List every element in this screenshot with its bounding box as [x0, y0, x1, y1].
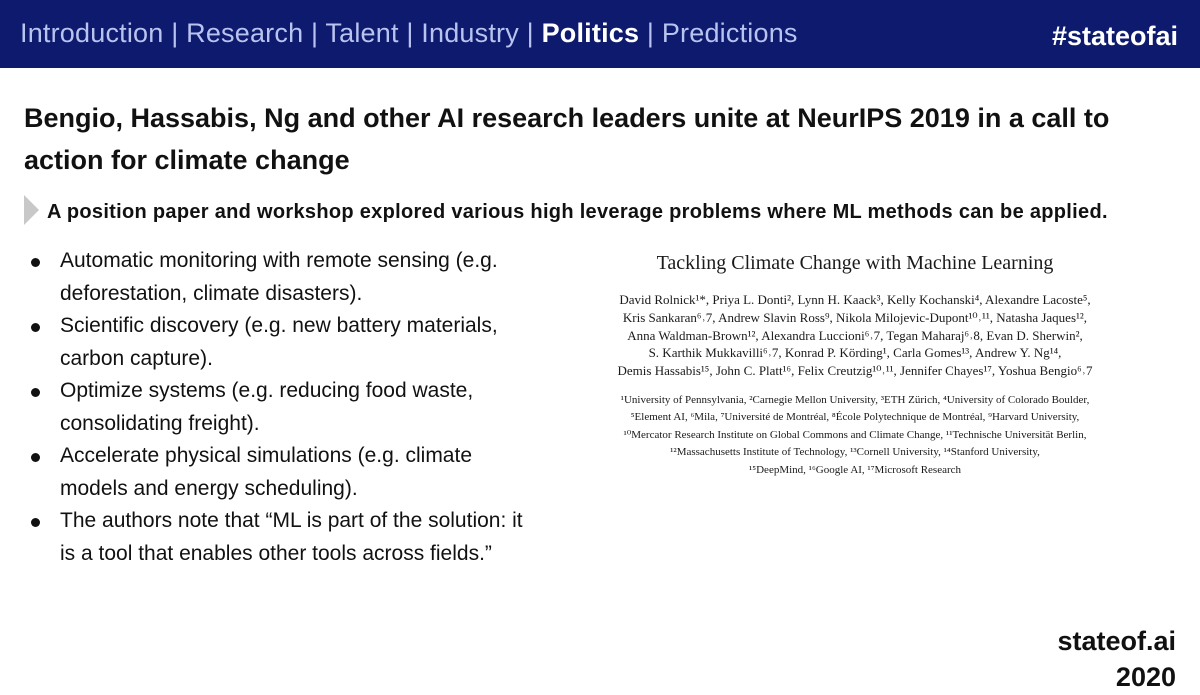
author-line: David Rolnick¹*, Priya L. Donti², Lynn H. Kaack³, Kelly Kochanski⁴, Alexandre Lacoste⁵, [619, 292, 1091, 307]
nav-separator: | [303, 18, 326, 48]
paper-affiliations [560, 392, 1150, 480]
author-line: S. Karthik Mukkavilli⁶˒7, Konrad P. Körding¹, Carla Gomes¹³, Andrew Y. Ng¹⁴, [648, 345, 1062, 361]
top-navigation-bar [0, 0, 1200, 68]
section-nav [20, 18, 798, 49]
author-line: Kris Sankaran⁶˒7, Andrew Slavin Ross⁹, Nikola Milojevic-Dupont¹⁰˒¹¹, Natasha Jaques¹², [622, 309, 1088, 325]
nav-item-politics[interactable]: Politics [541, 18, 640, 48]
nav-item-talent[interactable]: Talent [325, 18, 399, 48]
nav-item-introduction[interactable]: Introduction [20, 18, 164, 48]
nav-item-predictions[interactable]: Predictions [661, 18, 798, 48]
bullet-item: Automatic monitoring with remote sensing (e.g. deforestation, climate disasters). [24, 245, 524, 310]
nav-separator: | [163, 18, 187, 48]
affiliation-line: ¹⁵DeepMind, ¹⁶Google AI, ¹⁷Microsoft Research [748, 463, 962, 476]
bullet-item: Optimize systems (e.g. reducing food waste, consolidating freight). [24, 375, 524, 440]
nav-item-industry[interactable]: Industry [421, 18, 519, 48]
subtitle-text: A position paper and workshop explored various high leverage problems where ML methods can be applied. [47, 201, 1108, 223]
author-line: Demis Hassabis¹⁵, John C. Platt¹⁶, Felix Creutzig¹⁰˒¹¹, Jennifer Chayes¹⁷, Yoshua Bengio⁶˒7 [617, 363, 1093, 379]
footer-brand: stateof.ai 2020 [1057, 626, 1176, 692]
slide-title: Bengio, Hassabis, Ng and other AI research leaders unite at NeurIPS 2019 in a call to action for climate change [24, 103, 1110, 175]
bullet-item: Scientific discovery (e.g. new battery materials, carbon capture). [24, 310, 524, 375]
slide-subtitle [24, 195, 1174, 228]
bullet-item: Accelerate physical simulations (e.g. climate models and energy scheduling). [24, 440, 524, 505]
nav-separator: | [639, 18, 662, 48]
author-line: Anna Waldman-Brown¹², Alexandra Luccioni⁶˒7, Tegan Maharaj⁶˒8, Evan D. Sherwin², [627, 327, 1083, 343]
header-hashtag: #stateofai [1051, 21, 1178, 51]
bullet-list [24, 245, 524, 570]
bullet-item: The authors note that “ML is part of the solution: it is a tool that enables other tools across fields.” [24, 505, 524, 570]
nav-separator: | [518, 18, 542, 48]
nav-item-research[interactable]: Research [186, 18, 304, 48]
affiliation-line: ¹²Massachusetts Institute of Technology, ¹³Cornell University, ¹⁴Stanford University, [670, 446, 1040, 459]
affiliation-line: ¹⁰Mercator Research Institute on Global Commons and Climate Change, ¹¹Technische Universität Berlin, [623, 428, 1087, 441]
chevron-right-icon [24, 195, 39, 225]
paper-excerpt-image [560, 245, 1150, 495]
paper-title: Tackling Climate Change with Machine Learning [656, 252, 1054, 274]
nav-separator: | [398, 18, 422, 48]
paper-authors [560, 291, 1150, 380]
affiliation-line: ¹University of Pennsylvania, ²Carnegie Mellon University, ³ETH Zürich, ⁴University of Colorado Boulder, [620, 393, 1090, 406]
affiliation-line: ⁵Element AI, ⁶Mila, ⁷Université de Montréal, ⁸École Polytechnique de Montréal, ⁹Harvard University, [630, 411, 1080, 424]
